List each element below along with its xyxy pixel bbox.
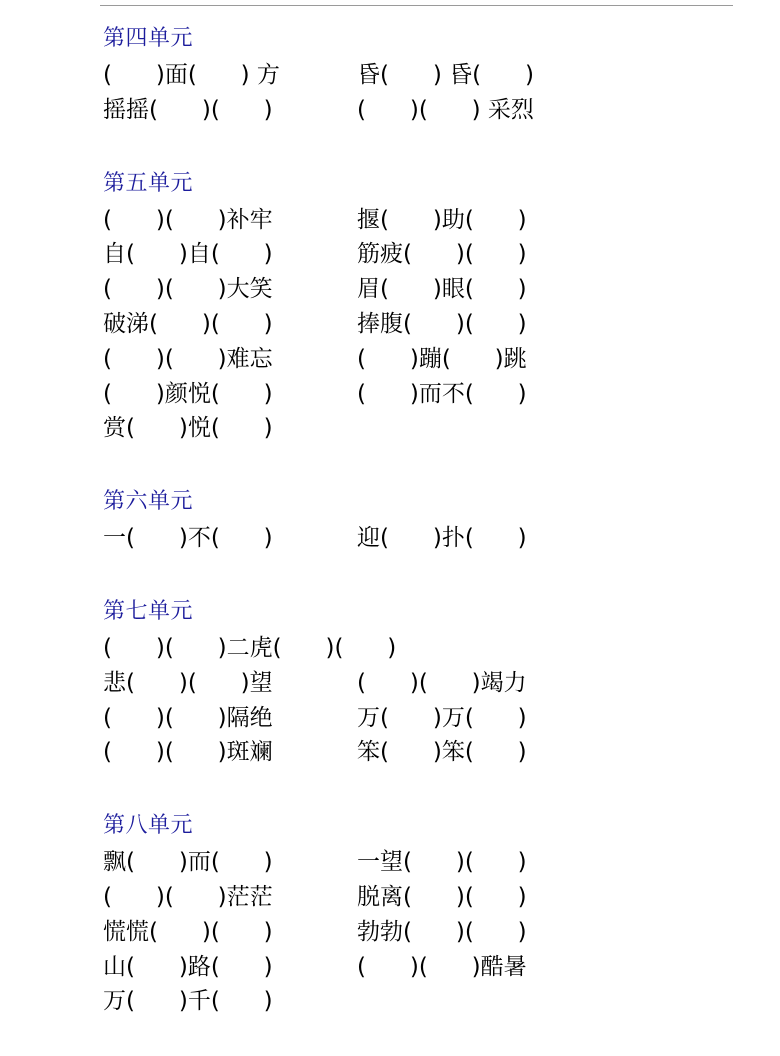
exercise-item: ( )颜悦( )	[103, 380, 273, 407]
exercise-row	[103, 701, 743, 736]
exercise-item: ( )( )补牢	[103, 206, 273, 233]
exercise-row	[103, 735, 743, 770]
exercise-row	[103, 666, 743, 701]
exercise-item: 笨( )笨( )	[357, 739, 527, 766]
exercise-item: 万( )千( )	[103, 988, 273, 1015]
unit-section	[103, 483, 743, 556]
exercise-item: 筋疲( )( )	[357, 241, 527, 268]
exercise-row	[103, 58, 743, 93]
unit-title: 第四单元	[103, 26, 194, 51]
unit-section	[103, 593, 743, 770]
exercise-item: ( )( )茫茫	[103, 883, 273, 910]
exercise-row	[103, 377, 743, 412]
exercise-item: 勃勃( )( )	[357, 918, 527, 945]
exercise-item: 昏( ) 昏( )	[357, 62, 534, 88]
exercise-item: ( )蹦( )跳	[357, 345, 527, 372]
unit-section	[103, 807, 743, 1019]
exercise-item: 破涕( )( )	[103, 310, 273, 337]
exercise-row	[103, 411, 743, 446]
exercise-item: 赏( )悦( )	[103, 415, 273, 442]
exercise-item: 万( )万( )	[357, 704, 527, 731]
exercise-row	[103, 880, 743, 915]
exercise-item: 揠( )助( )	[357, 206, 527, 233]
exercise-row	[103, 203, 743, 238]
exercise-item: ( )( )斑斓	[103, 739, 273, 766]
exercise-item: 眉( )眼( )	[357, 276, 527, 303]
exercise-item: 捧腹( )( )	[357, 310, 527, 337]
exercise-item: ( )( )酷暑	[357, 953, 527, 980]
unit-section	[103, 20, 743, 128]
exercise-row	[103, 272, 743, 307]
exercise-item: ( )( )隔绝	[103, 704, 273, 731]
exercise-item: ( )( )二虎( )( )	[103, 634, 397, 661]
exercise-row	[103, 950, 743, 985]
exercise-item: 一( )不( )	[103, 525, 273, 552]
exercise-item: ( )( )大笑	[103, 276, 273, 303]
exercise-item: 脱离( )( )	[357, 883, 527, 910]
exercise-row	[103, 984, 743, 1019]
exercise-row	[103, 845, 743, 880]
exercise-row	[103, 307, 743, 342]
exercise-item: ( )而不( )	[357, 380, 527, 407]
exercise-row	[103, 93, 743, 128]
unit-title: 第八单元	[103, 813, 194, 839]
exercise-item: 摇摇( )( )	[103, 96, 273, 123]
unit-title: 第五单元	[103, 170, 194, 196]
exercise-item: 自( )自( )	[103, 241, 273, 268]
exercise-item: ( )( ) 采烈	[357, 96, 534, 123]
unit-section	[103, 165, 743, 447]
exercise-item: ( )面( ) 方	[103, 62, 280, 88]
unit-title: 第六单元	[103, 489, 194, 515]
exercise-item: 悲( )( )望	[103, 669, 273, 696]
exercise-row	[103, 631, 743, 666]
exercise-row	[103, 521, 743, 556]
exercise-row	[103, 237, 743, 272]
top-rule	[100, 5, 733, 6]
unit-title: 第七单元	[103, 598, 194, 624]
exercise-item: 迎( )扑( )	[357, 525, 527, 552]
exercise-item: ( )( )竭力	[357, 669, 527, 696]
exercise-row	[103, 342, 743, 377]
exercise-row	[103, 915, 743, 950]
exercise-item: ( )( )难忘	[103, 345, 273, 372]
exercise-item: 山( )路( )	[103, 953, 273, 980]
exercise-item: 飘( )而( )	[103, 849, 273, 876]
exercise-item: 慌慌( )( )	[103, 918, 273, 945]
exercise-item: 一望( )( )	[357, 849, 527, 876]
worksheet	[103, 20, 743, 1056]
